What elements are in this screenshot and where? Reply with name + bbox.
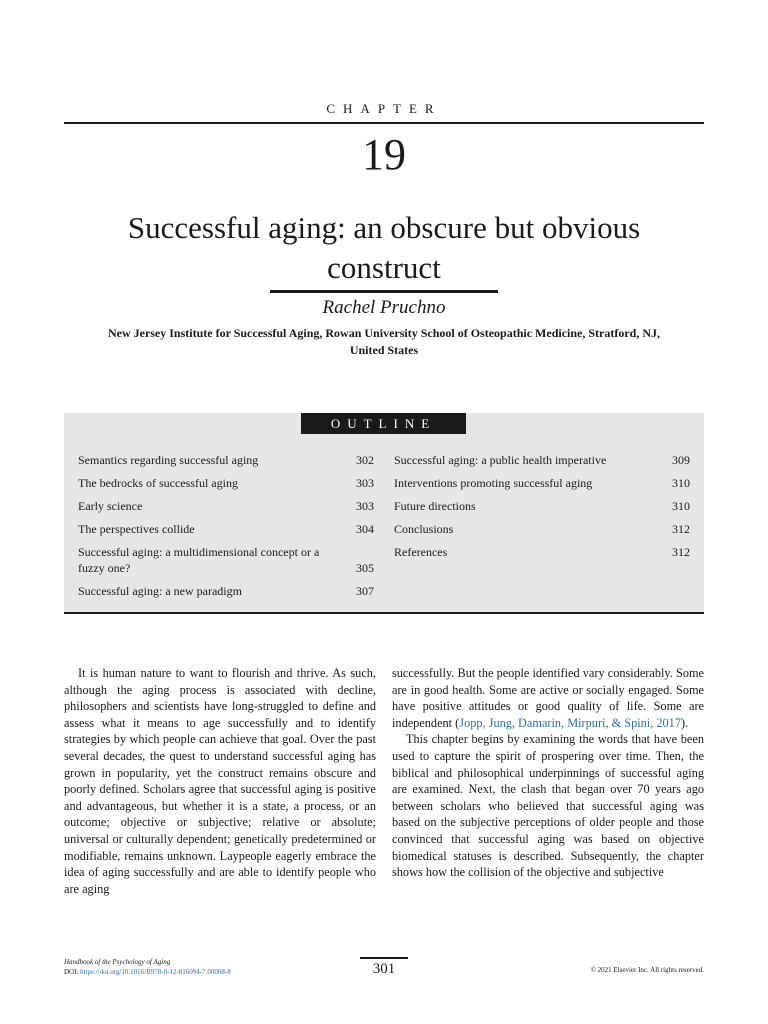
outline-item[interactable] (78, 475, 374, 491)
outline-item-title: Successful aging: a new paradigm (78, 584, 242, 598)
body-text: ). (680, 715, 689, 730)
outline-item-page: 305 (356, 561, 374, 575)
chapter-label: CHAPTER (326, 101, 442, 116)
body-right-column (392, 665, 704, 881)
outline-item-title: Semantics regarding successful aging (78, 453, 259, 467)
outline-right-column (394, 452, 690, 567)
outline-item-title: Early science (78, 499, 143, 513)
outline-item[interactable] (78, 498, 374, 514)
title-rule (270, 290, 498, 293)
outline-item-title: Successful aging: a multidimensional concept or a fuzzy one? (78, 545, 320, 575)
book-title: Handbook of the Psychology of Aging (64, 958, 171, 966)
header-rule (64, 122, 704, 124)
outline-item[interactable] (78, 544, 374, 576)
chapter-number: 19 (362, 130, 406, 179)
outline-item[interactable] (394, 544, 690, 560)
outline-label: OUTLINE (301, 413, 466, 434)
body-left-column (64, 665, 376, 897)
doi-link[interactable]: https://doi.org/10.1016/B978-0-12-816094-7.00008-8 (80, 968, 231, 976)
copyright: © 2021 Elsevier Inc. All rights reserved. (590, 966, 704, 974)
author-affiliation: New Jersey Institute for Successful Aging, Rowan University School of Osteopathic Medicine, Stratford, NJ, United States (107, 326, 661, 357)
outline-item-page: 307 (356, 584, 374, 598)
page-number-rule (360, 957, 408, 959)
body-paragraph-continued (392, 665, 704, 731)
body-paragraph: This chapter begins by examining the words that have been used to capture the spirit of prospering over time. Then, the biblical and philosophical underpinnings of successful aging are examined. Next, the clash that began over 70 years ago between scholars who believed that successful aging was based on the subjective perceptions of older people and those convinced that successful aging was based on objective biomedical statuses is described. Subsequently, the chapter shows how the collision of the objective and subjective (392, 732, 704, 880)
outline-item-page: 303 (356, 476, 374, 490)
outline-item-page: 309 (672, 453, 690, 467)
outline-item-page: 312 (672, 545, 690, 559)
page-number: 301 (372, 961, 396, 977)
outline-item[interactable] (78, 583, 374, 599)
chapter-title: Successful aging: an obscure but obvious construct (127, 210, 641, 285)
outline-item[interactable] (394, 498, 690, 514)
outline-item-title: The bedrocks of successful aging (78, 476, 238, 490)
outline-item-title: Successful aging: a public health imperative (394, 453, 607, 467)
outline-item[interactable] (394, 521, 690, 537)
outline-item-title: Future directions (394, 499, 476, 513)
outline-item-title: References (394, 545, 448, 559)
outline-item[interactable] (78, 521, 374, 537)
citation-link[interactable]: Jopp, Jung, Damarin, Mirpuri, & Spini, 2017 (459, 715, 681, 730)
outline-item-page: 304 (356, 522, 374, 536)
body-text: successfully. But the people identified vary considerably. Some are in good health. Some are active or socially engaged. Some have positive attitudes or good quality of life. Some are independent ( (392, 666, 704, 730)
outline-item-page: 312 (672, 522, 690, 536)
author-name: Rachel Pruchno (322, 297, 446, 318)
outline-item-page: 302 (356, 453, 374, 467)
doi-label: DOI: (64, 968, 79, 976)
body-paragraph: It is human nature to want to flourish and thrive. As such, although the aging process is associated with decline, philosophers and scientists have long-struggled to define and assess what it means to age successfully and to identify strategies by which people can achieve that goal. Over the past several decades, the quest to understand successful aging has grown in popularity, yet the construct remains obscure and poorly defined. Scholars agree that successful aging is positive and advantageous, but whether it is a state, a process, or an outcome; objective or subjective; relative or absolute; universal or culturally dependent; genetically predetermined or modifiable, remains unknown. Laypeople eagerly embrace the idea of aging successfully and are able to identify people who are aging (64, 666, 376, 896)
outline-item-title: Interventions promoting successful aging (394, 476, 593, 490)
outline-item-page: 310 (672, 499, 690, 513)
outline-item-page: 303 (356, 499, 374, 513)
outline-left-column (78, 452, 374, 606)
outline-item-title: Conclusions (394, 522, 454, 536)
outline-item-title: The perspectives collide (78, 522, 195, 536)
outline-item[interactable] (394, 475, 690, 491)
outline-item-page: 310 (672, 476, 690, 490)
outline-item[interactable] (394, 452, 690, 468)
outline-item[interactable] (78, 452, 374, 468)
